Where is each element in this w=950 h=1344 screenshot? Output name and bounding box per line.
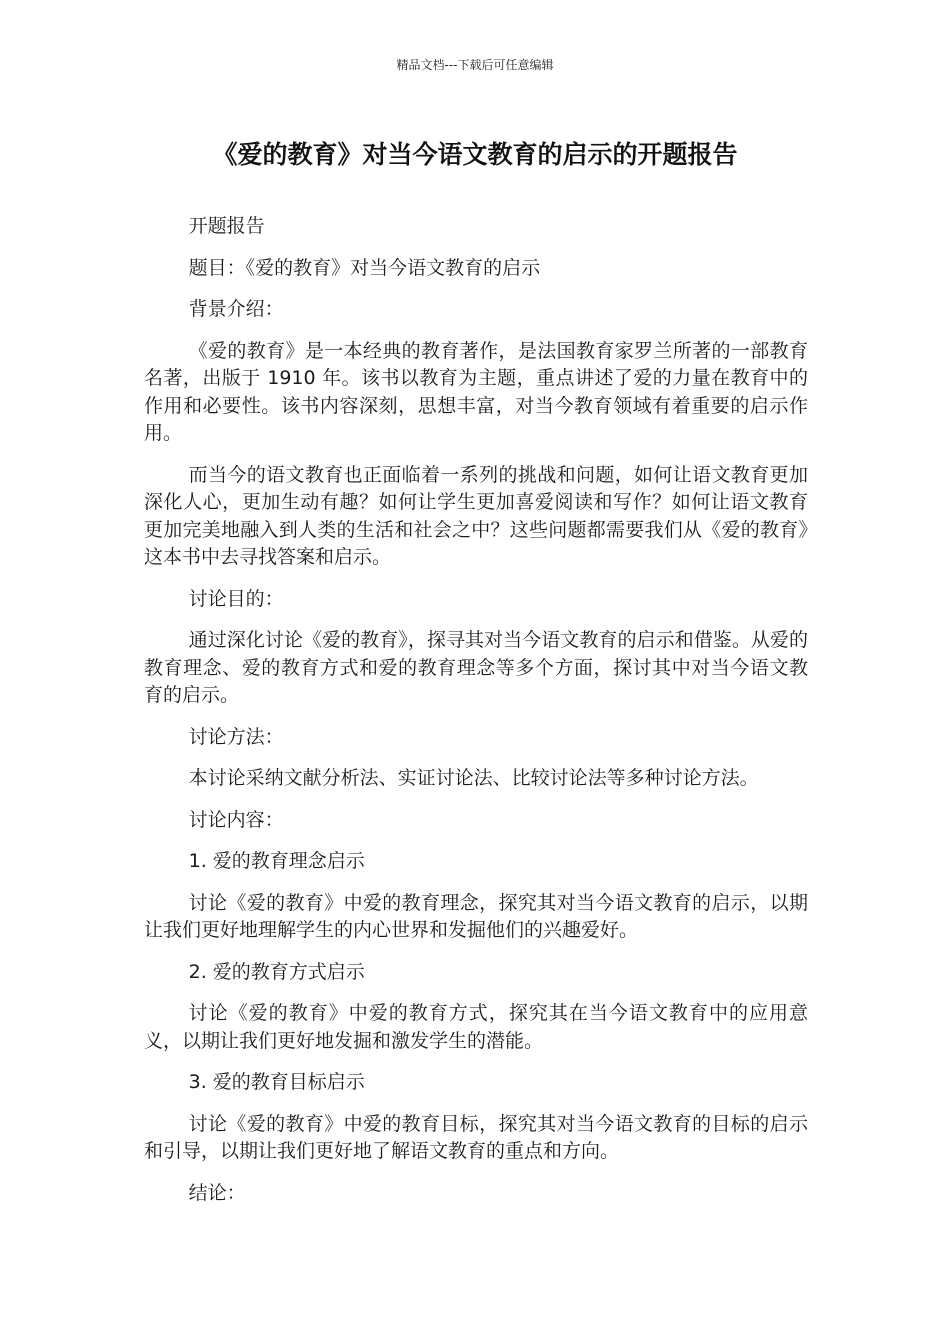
paragraph-report-label: 开题报告 xyxy=(188,215,265,237)
paragraph-background-2: 而当今的语文教育也正面临着一系列的挑战和问题，如何让语文教育更加深化人心，更加生动有趣？如何让学生更加喜爱阅读和写作？如何让语文教育更加完美地融入到人类的生活和社会之中？这些问题都需要我们从《爱的教育》这本书中去寻找答案和启示。 xyxy=(144,463,808,568)
heading-purpose: 讨论目的： xyxy=(188,587,284,610)
header-note: 精品文档---下载后可任意编辑 xyxy=(396,58,554,72)
heading-conclusion: 结论： xyxy=(188,1181,246,1204)
heading-background: 背景介绍： xyxy=(188,298,284,320)
subheading-approach: 2. 爱的教育方式启示 xyxy=(188,960,365,983)
paragraph-approach: 讨论《爱的教育》中爱的教育方式，探究其在当今语文教育中的应用意义，以期让我们更好地发掘和激发学生的潜能。 xyxy=(144,1002,808,1052)
heading-method: 讨论方法： xyxy=(188,725,284,748)
paragraph-topic: 题目：《爱的教育》对当今语文教育的启示 xyxy=(188,256,541,279)
paragraph-background-1: 《爱的教育》是一本经典的教育著作，是法国教育家罗兰所著的一部教育名著，出版于 1910 年。该书以教育为主题，重点讲述了爱的力量在教育中的作用和必要性。该书内容深刻，思想丰富，对当今教育领域有着重要的启示作用。 xyxy=(144,339,808,444)
subheading-goal: 3. 爱的教育目标启示 xyxy=(188,1071,365,1093)
paragraph-concept: 讨论《爱的教育》中爱的教育理念，探究其对当今语文教育的启示，以期让我们更好地理解学生的内心世界和发掘他们的兴趣爱好。 xyxy=(144,891,808,941)
document-title: 《爱的教育》对当今语文教育的启示的开题报告 xyxy=(212,140,738,169)
paragraph-method: 本讨论采纳文献分析法、实证讨论法、比较讨论法等多种讨论方法。 xyxy=(188,767,759,789)
paragraph-goal: 讨论《爱的教育》中爱的教育目标，探究其对当今语文教育的目标的启示和引导，以期让我们更好地了解语文教育的重点和方向。 xyxy=(144,1112,808,1162)
subheading-concept: 1. 爱的教育理念启示 xyxy=(188,850,365,872)
heading-content: 讨论内容： xyxy=(188,808,284,831)
document-body xyxy=(144,213,808,1221)
paragraph-purpose: 通过深化讨论《爱的教育》，探寻其对当今语文教育的启示和借鉴。从爱的教育理念、爱的教育方式和爱的教育理念等多个方面，探讨其中对当今语文教育的启示。 xyxy=(144,629,808,706)
